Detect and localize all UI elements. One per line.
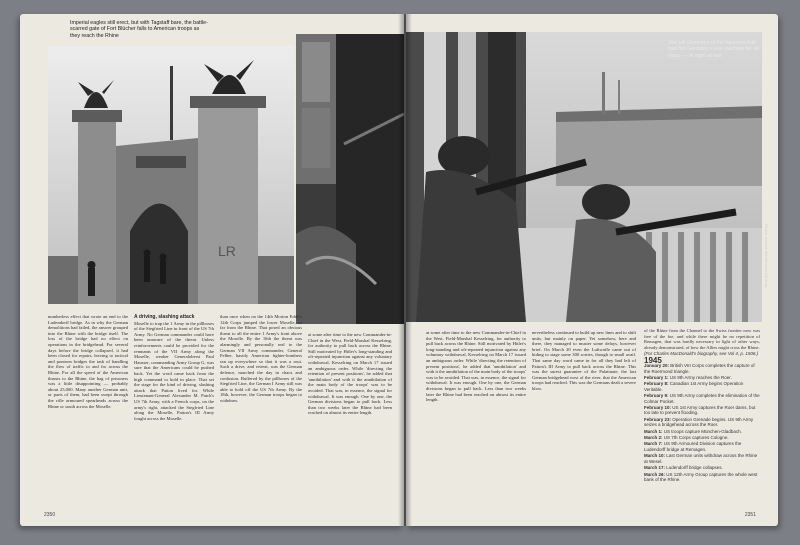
chronology-item: February 9: US 9th Army completes the elimination of the Colmar Pocket. [644,393,760,404]
chronology-item: March 10: Last German units withdraw across the Rhine at Wesel. [644,453,758,464]
right-col3-text: of the Rhine from the Channel to the Swiss frontier now was free of the foe, and while there might be no repetition of Remagen, that was hardly necessary in light of other ways, already demonstrated, of how the Allies might cross the Rhine. [644,328,760,350]
chronology-item: January 20: British VIII Corps completes the capture of the Roermond triangle. [644,363,755,374]
chronology-item: March 1: US troops capture München-Gladbach. [644,428,742,434]
right-col1-text: at some after time to the new Commander-in-Chief in the West, Field-Marshal Kesselring, for authority to pull back across the Rhine. Still motivated by Hitler's long-standing and oft-repeated injunction against any voluntary withdrawal, Kesselring on March 17 issued an ambiguous order. While 'directing the retention of present positions', he added that 'annihilation' and with it the annihilation of the main body of the troops' was to be avoided. That was, in essence, the signal for withdrawal. It was enough. One by one, the German divisions began to pull back. Less than two weeks later the Rhine had been reached on almost its entire length. [426,330,526,403]
left-photo-caption: Imperial eagles still erect, but with Tagstaff bare, the battle-scarred gate of Fort Blücher falls to American troops as they reach the Rhine [70,20,208,39]
page-gutter [398,14,412,526]
chronology-item: March 7: US 9th Armoured Division captures the Ludendorff bridge at Remagen. [644,441,742,452]
chronology-item: February 10: US 1st Army captures the Roer dams, but too late to prevent flooding. [644,405,756,416]
section-heading: A driving, slashing attack [134,314,195,320]
window-interior-illustration [296,34,404,324]
fort-gate-illustration [48,46,294,304]
chronology-reference: (For Charles MacDonald's biography, see Vol 4, p. 1506.) [644,351,759,357]
right-photo-caption: The tall chimneys of the factories that had fed Germany's war machine for six years — in sight at last [668,40,760,59]
left-page-number: 2350 [44,512,56,518]
svg-text:LR: LR [218,243,236,259]
left-text-column-4 [308,332,392,504]
chronology-item: February 23: Operation Grenade begins. US 9th Army seizes a bridgehead across the Roer. [644,416,754,428]
left-page [20,14,404,526]
chronology-item: March 26: US 12th Army Group captures the whole west bank of the Rhine. [644,471,758,482]
right-page-number: 2351 [744,512,756,518]
fort-gate-photo [48,46,294,304]
left-text-column-1 [48,314,128,504]
riflemen-illustration [406,32,762,322]
soldier-window-photo-left [296,34,404,324]
right-col2-text: nevertheless continued to build up new lines and to shift units, but mainly on paper. Yet somehow, here and there, they managed to muster some delays, however brief. On March 20 even the Luftwaffe came out of hiding to stage some 300 sorties, though to small avail. That same day word came in for all they had left of Patton's III Army to pull back across the Rhine. This was the surest guarantee of the Palatinate, the last German bridgehead west of the river, that the American troops had reached. This was the Germans dealt a severe blow. [532,330,636,391]
chronology-year: 1945 [644,355,662,365]
left-col4-text: at some after time to the new Commander-in-Chief in the West, Field-Marshal Kesselring, for authority to pull back across the Rhine. Still motivated by Hitler's long-standing and oft-repeated injunction against any voluntary withdrawal, Kesselring on March 17 issued an ambiguous order. While 'directing the retention of present positions', he added that 'annihilation' and with it the annihilation of the main body of the troops' was to be avoided. That was, in essence, the signal for withdrawal. It was enough. One by one, the German divisions began to pull back. Less than two weeks later the Rhine had been reached on almost its entire length. [308,332,392,416]
chronology-sidebar [644,328,760,508]
left-text-column-2 [134,314,214,504]
chronology-item: March 2: US 7th Corps captures Cologne. [644,435,729,441]
chronology-item: March 17: Ludendorff bridge collapses. [644,465,723,471]
chronology-list [644,363,760,482]
left-col3-text: than once when on the 14th Morton Eddy's 12th Corps jumped the lower Moselle, so far from the Rhine. That posed an obvious threat to all the entire 1 Army's front above the Moselle. By the 16th the threat was alarmingly and personally real to the German VII Army commander, General Felber, hastily American fighter-bombers ran up everywhere so that it was a rout. Such a drive, and retreat, was the German defence, marched the day in chaos and confusion. Buffered by the pillboxes of the Siegfried Line, the German I Army still was able to hold off the US 7th Army. By the 18th, however, the German troops began to withdraw. [220,314,302,403]
photo-credit: Photos: Imperial War Museum/US Army [764,224,768,288]
left-col2-text: Moselle to trap the 1 Army in the pillboxes of the Siegfried Line in front of the US 7th Army. No German commander could have been unaware of the threat. Unless reinforcements could be provided for the remnants of the VII Army along the Moselle, weaker Generaloberst Paul Hausser, commanding Army Group G, was sure that the Americans could be pushed back. Yet the word came back from the high command to hold in place. That set the stage for the kind of driving, slashing attack that Patton lived for. While Lieutenant-General Alexander M. Patch's US 7th Army, with a French corps, on the army's right, attacked the Siegfried Line along the Moselle, Patton's III Army fought across the Moselle. [134,320,214,421]
left-col1-text: numberless effect that wrote an end to the Ludendorff bridge. As in why the German demolitions had failed, the answer grouped into the Rhine with the bridge itself. The loss of the bridge had no effect on operations in the bridgehead. For several days before the bridge collapsed, it had been closed for repairs, leaving to tactical and pontoon bridges the task of handling the flow of traffic to and fro across the Rhine. For all the speed of the American thrusts to the Rhine, the bag of prisoners was a little disappointing — probably about 25,000. Many another German unit, or parts of them, had been swept through the rifle armoured spearheads across the Rhine or south across the Moselle. [48,314,128,409]
right-page [406,14,778,526]
magazine-spread [20,14,778,526]
chronology-item: February 1: US 9th Army reaches the Roer. [644,375,732,380]
right-text-column-1 [426,330,526,506]
left-text-column-3 [220,314,302,504]
right-text-column-2 [532,330,636,506]
riflemen-photo [406,32,762,322]
chronology-item: February 8: Canadian 1st Army begins Operation Veritable. [644,381,744,392]
